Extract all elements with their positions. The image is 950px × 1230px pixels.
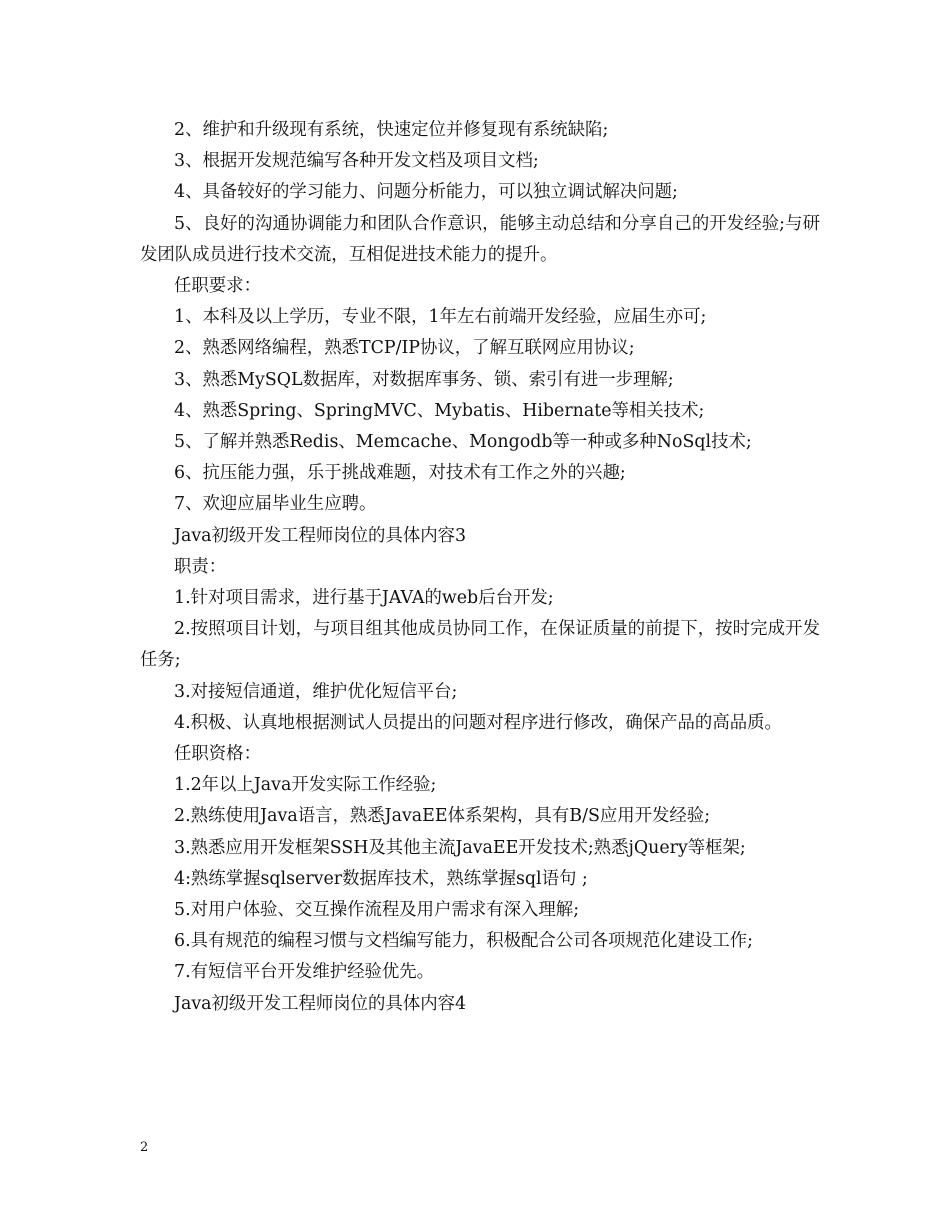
paragraph: 6、抗压能力强，乐于挑战难题，对技术有工作之外的兴趣;	[174, 463, 626, 484]
paragraph: 1、本科及以上学历，专业不限，1年左右前端开发经验，应届生亦可;	[174, 307, 707, 328]
section-title: Java初级开发工程师岗位的具体内容4	[174, 993, 467, 1014]
section-heading: 任职要求：	[174, 276, 261, 297]
page-number: 2	[140, 1140, 149, 1155]
paragraph: 7.有短信平台开发维护经验优先。	[174, 962, 435, 983]
section-heading: 任职资格：	[174, 744, 261, 765]
paragraph: 5.对用户体验、交互操作流程及用户需求有深入理解;	[174, 900, 580, 921]
paragraph: 5、良好的沟通协调能力和团队合作意识，能够主动总结和分享自己的开发经验;与研发团队成员进行技术交流，互相促进技术能力的提升。	[140, 213, 820, 265]
paragraph: 2.熟练使用Java语言，熟悉JavaEE体系架构，具有B/S应用开发经验;	[174, 806, 711, 827]
paragraph: 3.熟悉应用开发框架SSH及其他主流JavaEE开发技术;熟悉jQuery等框架;	[174, 837, 746, 858]
paragraph: 2.按照项目计划，与项目组其他成员协同工作，在保证质量的前提下，按时完成开发任务;	[140, 619, 820, 671]
paragraph: 1.2年以上Java开发实际工作经验;	[174, 775, 437, 796]
paragraph: 1.针对项目需求，进行基于JAVA的web后台开发;	[174, 588, 554, 609]
paragraph: 4、熟悉Spring、SpringMVC、Mybatis、Hibernate等相关技术;	[174, 400, 705, 421]
paragraph: 2、熟悉网络编程，熟悉TCP/IP协议，了解互联网应用协议;	[174, 338, 635, 359]
document-body	[140, 115, 820, 1020]
paragraph: 3.对接短信通道，维护优化短信平台;	[174, 681, 458, 702]
section-heading: 职责：	[174, 556, 227, 577]
paragraph: 3、熟悉MySQL数据库，对数据库事务、锁、索引有进一步理解;	[174, 369, 674, 390]
paragraph: 6.具有规范的编程习惯与文档编写能力，积极配合公司各项规范化建设工作;	[174, 931, 753, 952]
paragraph: 4.积极、认真地根据测试人员提出的问题对程序进行修改，确保产品的高品质。	[174, 712, 782, 733]
paragraph: 2、维护和升级现有系统，快速定位并修复现有系统缺陷;	[174, 120, 609, 140]
paragraph: 3、根据开发规范编写各种开发文档及项目文档;	[174, 151, 539, 172]
paragraph: 4、具备较好的学习能力、问题分析能力，可以独立调试解决问题;	[174, 182, 678, 203]
paragraph: 7、欢迎应届毕业生应聘。	[174, 494, 377, 515]
paragraph: 5、了解并熟悉Redis、Memcache、Mongodb等一种或多种NoSql技术;	[174, 432, 752, 453]
paragraph: 4:熟练掌握sqlserver数据库技术，熟练掌握sql语句 ;	[174, 868, 588, 889]
section-title: Java初级开发工程师岗位的具体内容3	[174, 525, 467, 546]
